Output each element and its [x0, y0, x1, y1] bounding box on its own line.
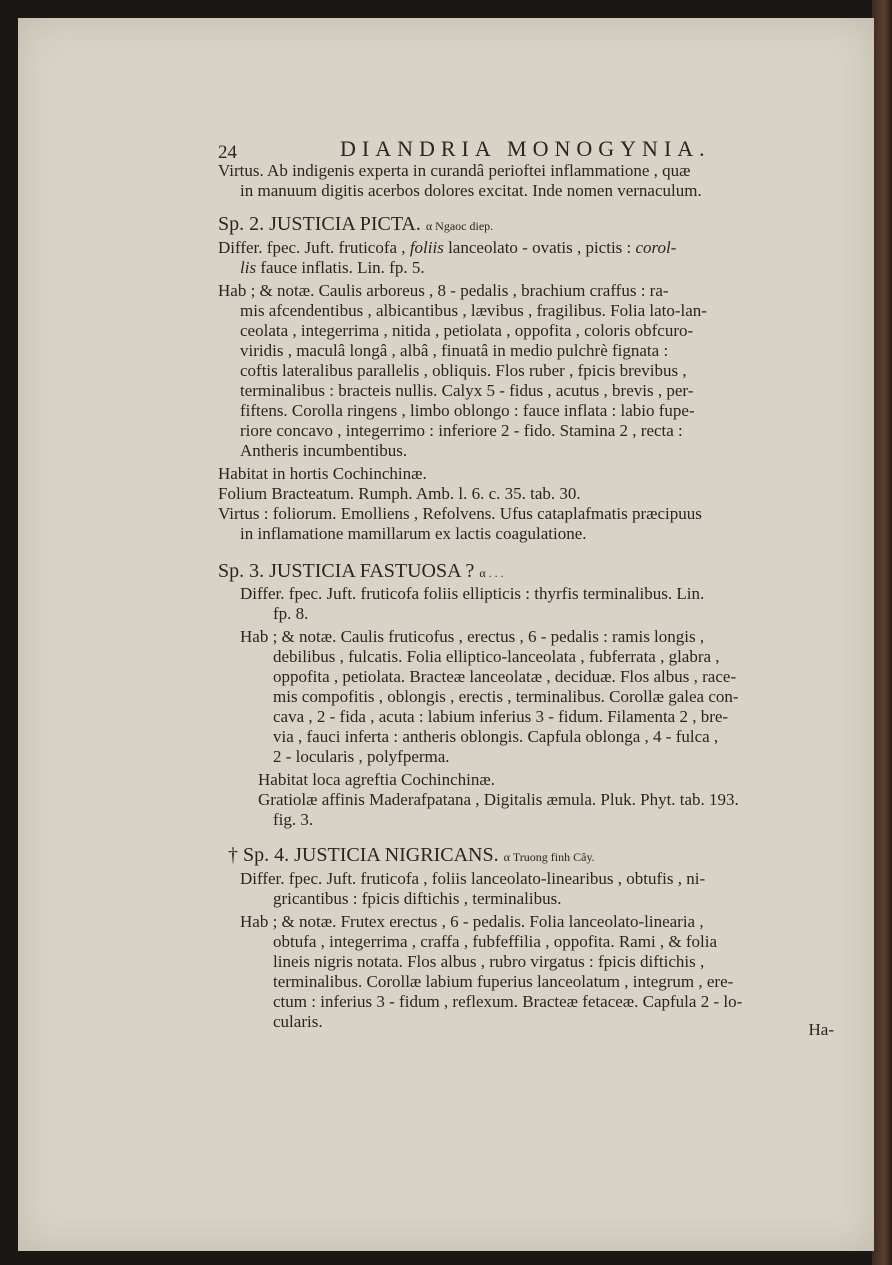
- text-line: mis afcendentibus , albicantibus , lævibus , fragilibus. Folia lato-lan-: [240, 301, 707, 320]
- book-edge: [872, 0, 892, 1265]
- text-line: 2 - locularis , polyfperma.: [273, 747, 450, 766]
- text-line: Habitat loca agreftia Cochinchinæ.: [258, 770, 495, 789]
- text-line: Gratiolæ affinis Maderafpatana , Digitalis æmula. Pluk. Phyt. tab. 193.: [258, 790, 739, 809]
- text-line: terminalibus : bracteis nullis. Calyx 5 - fidus , acutus , brevis , per-: [240, 381, 694, 400]
- text-line: coftis lateralibus parallelis , obliquis. Flos ruber , fpicis brevibus ,: [240, 361, 687, 380]
- text-line: debilibus , fulcatis. Folia elliptico-lanceolata , fubferrata , glabra ,: [273, 647, 720, 666]
- text-line: oppofita , petiolata. Bracteæ lanceolatæ , deciduæ. Flos albus , race-: [273, 667, 737, 686]
- text-line: cularis.: [273, 1012, 323, 1031]
- vernacular-name: α . . .: [479, 566, 504, 580]
- catchword: Ha-: [808, 1020, 834, 1039]
- text-line: Hab ; & notæ. Caulis arboreus , 8 - pedalis , brachium craffus : ra-: [218, 281, 669, 300]
- page-number: 24: [218, 142, 237, 163]
- species-heading: [218, 214, 493, 236]
- text-span: fauce inflatis. Lin. fp. 5.: [260, 258, 425, 277]
- text-line: viridis , maculâ longâ , albâ , finuatâ in medio pulchrè fignata :: [240, 341, 669, 360]
- italic-span: lis: [240, 258, 257, 277]
- text-line: gricantibus : fpicis diftichis , terminalibus.: [273, 889, 562, 908]
- species-heading: [228, 845, 595, 867]
- text-line: terminalibus. Corollæ labium fuperius lanceolatum , integrum , ere-: [273, 972, 734, 991]
- italic-span: corol-: [635, 238, 677, 257]
- text-span: Differ. fpec. Juft. fruticofa ,: [218, 238, 406, 257]
- text-line: cava , 2 - fida , acuta : labium inferius 3 - fidum. Filamenta 2 , bre-: [273, 707, 729, 726]
- text-line: obtufa , integerrima , craffa , fubfeffilia , oppofita. Rami , & folia: [273, 932, 718, 951]
- text-line: Hab ; & notæ. Frutex erectus , 6 - pedalis. Folia lanceolato-linearia ,: [240, 912, 704, 931]
- text-line: ceolata , integerrima , nitida , petiolata , oppofita , coloris obfcuro-: [240, 321, 694, 340]
- text-line: fp. 8.: [273, 604, 309, 623]
- text-span: lanceolato - ovatis , pictis :: [448, 238, 632, 257]
- species-title: Sp. 3. JUSTICIA FASTUOSA ?: [218, 560, 475, 582]
- text-line: Hab ; & notæ. Caulis fruticofus , erectus , 6 - pedalis : ramis longis ,: [240, 627, 705, 646]
- species-title: Sp. 2. JUSTICIA PICTA.: [218, 213, 421, 235]
- vernacular-name: α Ngaoc diep.: [425, 219, 494, 233]
- running-head: [218, 126, 838, 166]
- text-line: fiftens. Corolla ringens , limbo oblongo : fauce inflata : labio fupe-: [240, 401, 695, 420]
- text-line: Antheris incumbentibus.: [240, 441, 408, 460]
- species-heading: [218, 561, 504, 583]
- text-line: [218, 238, 676, 258]
- text-line: Virtus : foliorum. Emolliens , Refolvens. Ufus cataplafmatis præcipuus: [218, 504, 702, 523]
- text-line: [240, 258, 425, 278]
- text-line: mis compofitis , oblongis , erectis , terminalibus. Corollæ galea con-: [273, 687, 739, 706]
- italic-span: foliis: [409, 238, 444, 257]
- text-line: via , fauci inferta : antheris oblongis. Capfula oblonga , 4 - fulca ,: [273, 727, 719, 746]
- text-line: Differ. fpec. Juft. fruticofa foliis ellipticis : thyrfis terminalibus. Lin.: [240, 584, 705, 603]
- book-page: [18, 18, 874, 1251]
- running-title: DIANDRIA MONOGYNIA.: [340, 136, 711, 161]
- species-title: † Sp. 4. JUSTICIA NIGRICANS.: [228, 844, 499, 866]
- text-line: Virtus. Ab indigenis experta in curandâ perioftei inflammatione , quæ: [218, 161, 691, 180]
- text-line: Habitat in hortis Cochinchinæ.: [218, 464, 427, 483]
- text-line: riore concavo , integerrimo : inferiore 2 - fido. Stamina 2 , recta :: [240, 421, 683, 440]
- text-line: lineis nigris notata. Flos albus , rubro virgatus : fpicis diftichis ,: [273, 952, 705, 971]
- vernacular-name: α Truong finh Cây.: [503, 850, 595, 864]
- text-line: ctum : inferius 3 - fidum , reflexum. Bracteæ fetaceæ. Capfula 2 - lo-: [273, 992, 743, 1011]
- text-line: Folium Bracteatum. Rumph. Amb. l. 6. c. 35. tab. 30.: [218, 484, 581, 503]
- text-line: Differ. fpec. Juft. fruticofa , foliis lanceolato-linearibus , obtufis , ni-: [240, 869, 706, 888]
- text-line: fig. 3.: [273, 810, 314, 829]
- text-line: in inflamatione mamillarum ex lactis coagulatione.: [240, 524, 587, 543]
- text-line: in manuum digitis acerbos dolores excitat. Inde nomen vernaculum.: [240, 181, 702, 200]
